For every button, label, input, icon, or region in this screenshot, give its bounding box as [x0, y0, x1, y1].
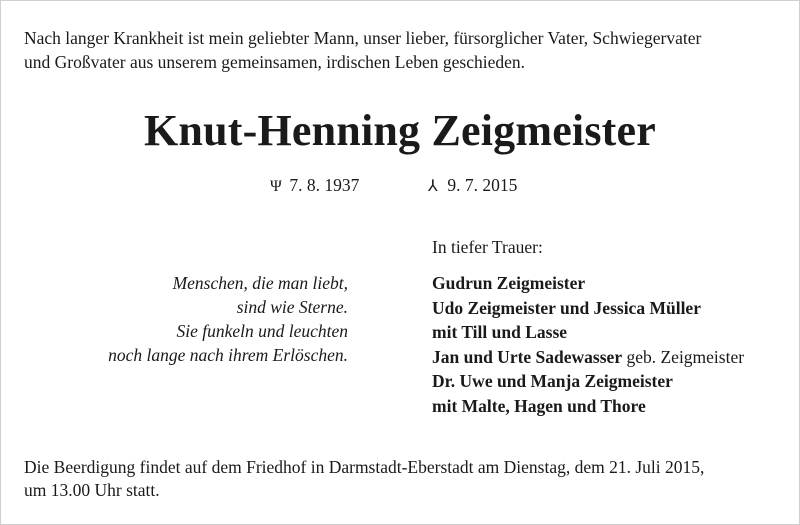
mourner-line: mit Malte, Hagen und Thore [432, 395, 646, 416]
poem-line: Sie funkeln und leuchten [176, 321, 348, 341]
funeral-line-2: um 13.00 Uhr statt. [24, 480, 160, 500]
mourner-line: Dr. Uwe und Manja Zeigmeister [432, 371, 673, 391]
mourner-line: Gudrun Zeigmeister [432, 273, 586, 293]
death-date-text: 9. 7. 2015 [447, 175, 518, 195]
mourners-list [432, 271, 744, 418]
death-symbol-icon: ⅄ [428, 178, 438, 195]
poem [108, 271, 348, 367]
mourner-line [432, 345, 744, 370]
funeral-line-1: Die Beerdigung findet auf dem Friedhof in Darmstadt-Eberstadt am Dienstag, dem 21. Juli 2015, [24, 457, 705, 477]
birth-date-text: 7. 8. 1937 [289, 175, 360, 195]
birth-symbol-icon: Ψ [270, 178, 282, 195]
poem-line: sind wie Sterne. [236, 297, 348, 317]
deceased-name: Knut-Henning Zeigmeister [143, 106, 656, 155]
intro-line-1: Nach langer Krankheit ist mein geliebter Mann, unser lieber, fürsorglicher Vater, Schwiegervater [24, 28, 702, 48]
intro-text [24, 26, 784, 74]
poem-line: noch lange nach ihrem Erlöschen. [108, 345, 348, 365]
mourner-line: Udo Zeigmeister und Jessica Müller [432, 297, 701, 318]
death-date [428, 174, 517, 198]
mourner-maiden-name: geb. Zeigmeister [622, 346, 745, 367]
birth-date [270, 174, 359, 198]
mourner-line: mit Till und Lasse [432, 322, 568, 342]
intro-line-2: und Großvater aus unserem gemeinsamen, irdischen Leben geschieden. [24, 52, 526, 72]
funeral-info [24, 456, 794, 502]
poem-line: Menschen, die man liebt, [172, 273, 348, 293]
mourning-heading: In tiefer Trauer: [432, 237, 543, 257]
mourner-name: Jan und Urte Sadewasser [432, 346, 623, 367]
